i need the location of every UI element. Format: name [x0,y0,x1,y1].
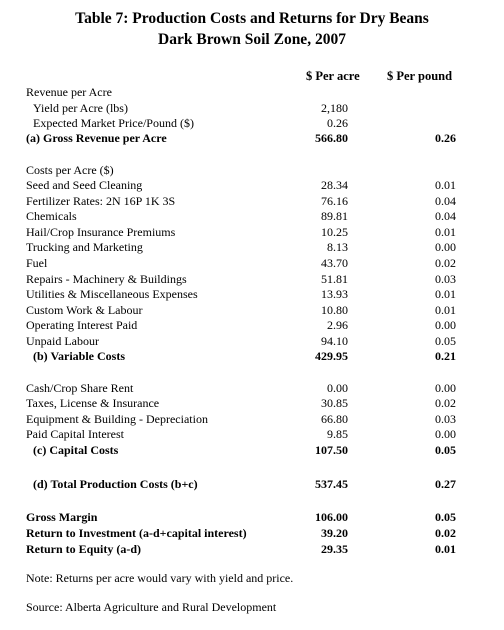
row-label: (a) Gross Revenue per Acre [26,131,167,145]
table-note: Note: Returns per acre would vary with yield and price. [26,571,294,585]
value-per-acre: 28.34 [321,178,348,192]
value-per-pound: 0.02 [435,396,456,410]
table-row [0,334,504,350]
table-row [0,272,504,288]
value-per-acre: 89.81 [321,209,348,223]
table-row [0,303,504,319]
value-per-acre: 566.80 [315,131,348,145]
value-per-acre: 2.96 [327,318,348,332]
value-per-pound: 0.04 [435,209,456,223]
column-header-per-acre: $ Per acre [306,69,360,83]
value-per-pound: 0.01 [435,178,456,192]
table-row [0,381,504,397]
row-label: Gross Margin [26,510,98,524]
value-per-pound: 0.01 [435,287,456,301]
value-per-acre: 8.13 [327,240,348,254]
value-per-acre: 2,180 [321,101,348,115]
value-per-pound: 0.03 [435,412,456,426]
row-label: Revenue per Acre [26,85,112,99]
table-row [0,510,504,526]
value-per-acre: 0.26 [327,116,348,130]
table-row [0,443,504,459]
value-per-pound: 0.05 [435,334,456,348]
table-row [0,318,504,334]
value-per-pound: 0.04 [435,194,456,208]
table-row [0,427,504,443]
value-per-acre: 429.95 [315,349,348,363]
value-per-pound: 0.05 [435,510,456,524]
column-header-per-pound: $ Per pound [387,69,453,83]
value-per-pound: 0.00 [435,318,456,332]
row-label: Repairs - Machinery & Buildings [26,272,187,286]
value-per-pound: 0.00 [435,240,456,254]
row-label: (c) Capital Costs [33,443,119,457]
value-per-acre: 43.70 [321,256,348,270]
value-per-acre: 9.85 [327,427,348,441]
row-label: Fuel [26,256,48,270]
value-per-pound: 0.02 [435,526,456,540]
row-label: Hail/Crop Insurance Premiums [26,225,176,239]
table-row [0,85,504,101]
table-row [0,240,504,256]
value-per-pound: 0.00 [435,427,456,441]
table-row [0,349,504,365]
value-per-pound: 0.01 [435,225,456,239]
value-per-acre: 13.93 [321,287,348,301]
value-per-acre: 29.35 [321,542,348,556]
value-per-pound: 0.02 [435,256,456,270]
row-label: Utilities & Miscellaneous Expenses [26,287,198,301]
row-label: Fertilizer Rates: 2N 16P 1K 3S [26,194,176,208]
value-per-acre: 10.80 [321,303,348,317]
value-per-acre: 106.00 [315,510,348,524]
value-per-pound: 0.26 [435,131,456,145]
table-row [0,178,504,194]
table-row [0,287,504,303]
table-row [0,526,504,542]
value-per-acre: 66.80 [321,412,348,426]
value-per-acre: 30.85 [321,396,348,410]
value-per-pound: 0.21 [435,349,456,363]
table-row [0,225,504,241]
value-per-pound: 0.05 [435,443,456,457]
table-subtitle: Dark Brown Soil Zone, 2007 [158,31,346,48]
row-label: Paid Capital Interest [26,427,124,441]
row-label: Costs per Acre ($) [26,163,114,177]
value-per-acre: 94.10 [321,334,348,348]
value-per-acre: 0.00 [327,381,348,395]
row-label: Chemicals [26,209,77,223]
row-label: Taxes, License & Insurance [26,396,160,410]
value-per-acre: 537.45 [315,477,348,491]
row-label: Expected Market Price/Pound ($) [33,116,194,130]
value-per-acre: 107.50 [315,443,348,457]
row-label: Seed and Seed Cleaning [26,178,143,192]
value-per-acre: 39.20 [321,526,348,540]
table-row [0,116,504,132]
value-per-acre: 51.81 [321,272,348,286]
table-title: Table 7: Production Costs and Returns for Dry Beans [75,10,429,27]
table-row [0,101,504,117]
table-row [0,131,504,147]
row-label: Custom Work & Labour [26,303,143,317]
row-label: Return to Equity (a-d) [26,542,142,556]
row-label: Operating Interest Paid [26,318,138,332]
row-label: Unpaid Labour [26,334,99,348]
row-label: (d) Total Production Costs (b+c) [33,477,198,491]
row-label: Return to Investment (a-d+capital interest) [26,526,247,540]
table-row [0,477,504,493]
table-row [0,209,504,225]
table-row [0,163,504,179]
table-row [0,256,504,272]
row-label: (b) Variable Costs [33,349,126,363]
table-row [0,542,504,558]
row-label: Trucking and Marketing [26,240,143,254]
table-row [0,396,504,412]
row-label: Cash/Crop Share Rent [26,381,134,395]
value-per-pound: 0.01 [435,303,456,317]
table-source: Source: Alberta Agriculture and Rural Development [26,600,277,614]
row-label: Yield per Acre (lbs) [33,101,128,115]
table-row [0,194,504,210]
value-per-acre: 76.16 [321,194,348,208]
row-label: Equipment & Building - Depreciation [26,412,208,426]
value-per-acre: 10.25 [321,225,348,239]
value-per-pound: 0.27 [435,477,456,491]
value-per-pound: 0.00 [435,381,456,395]
value-per-pound: 0.01 [435,542,456,556]
value-per-pound: 0.03 [435,272,456,286]
table-row [0,412,504,428]
